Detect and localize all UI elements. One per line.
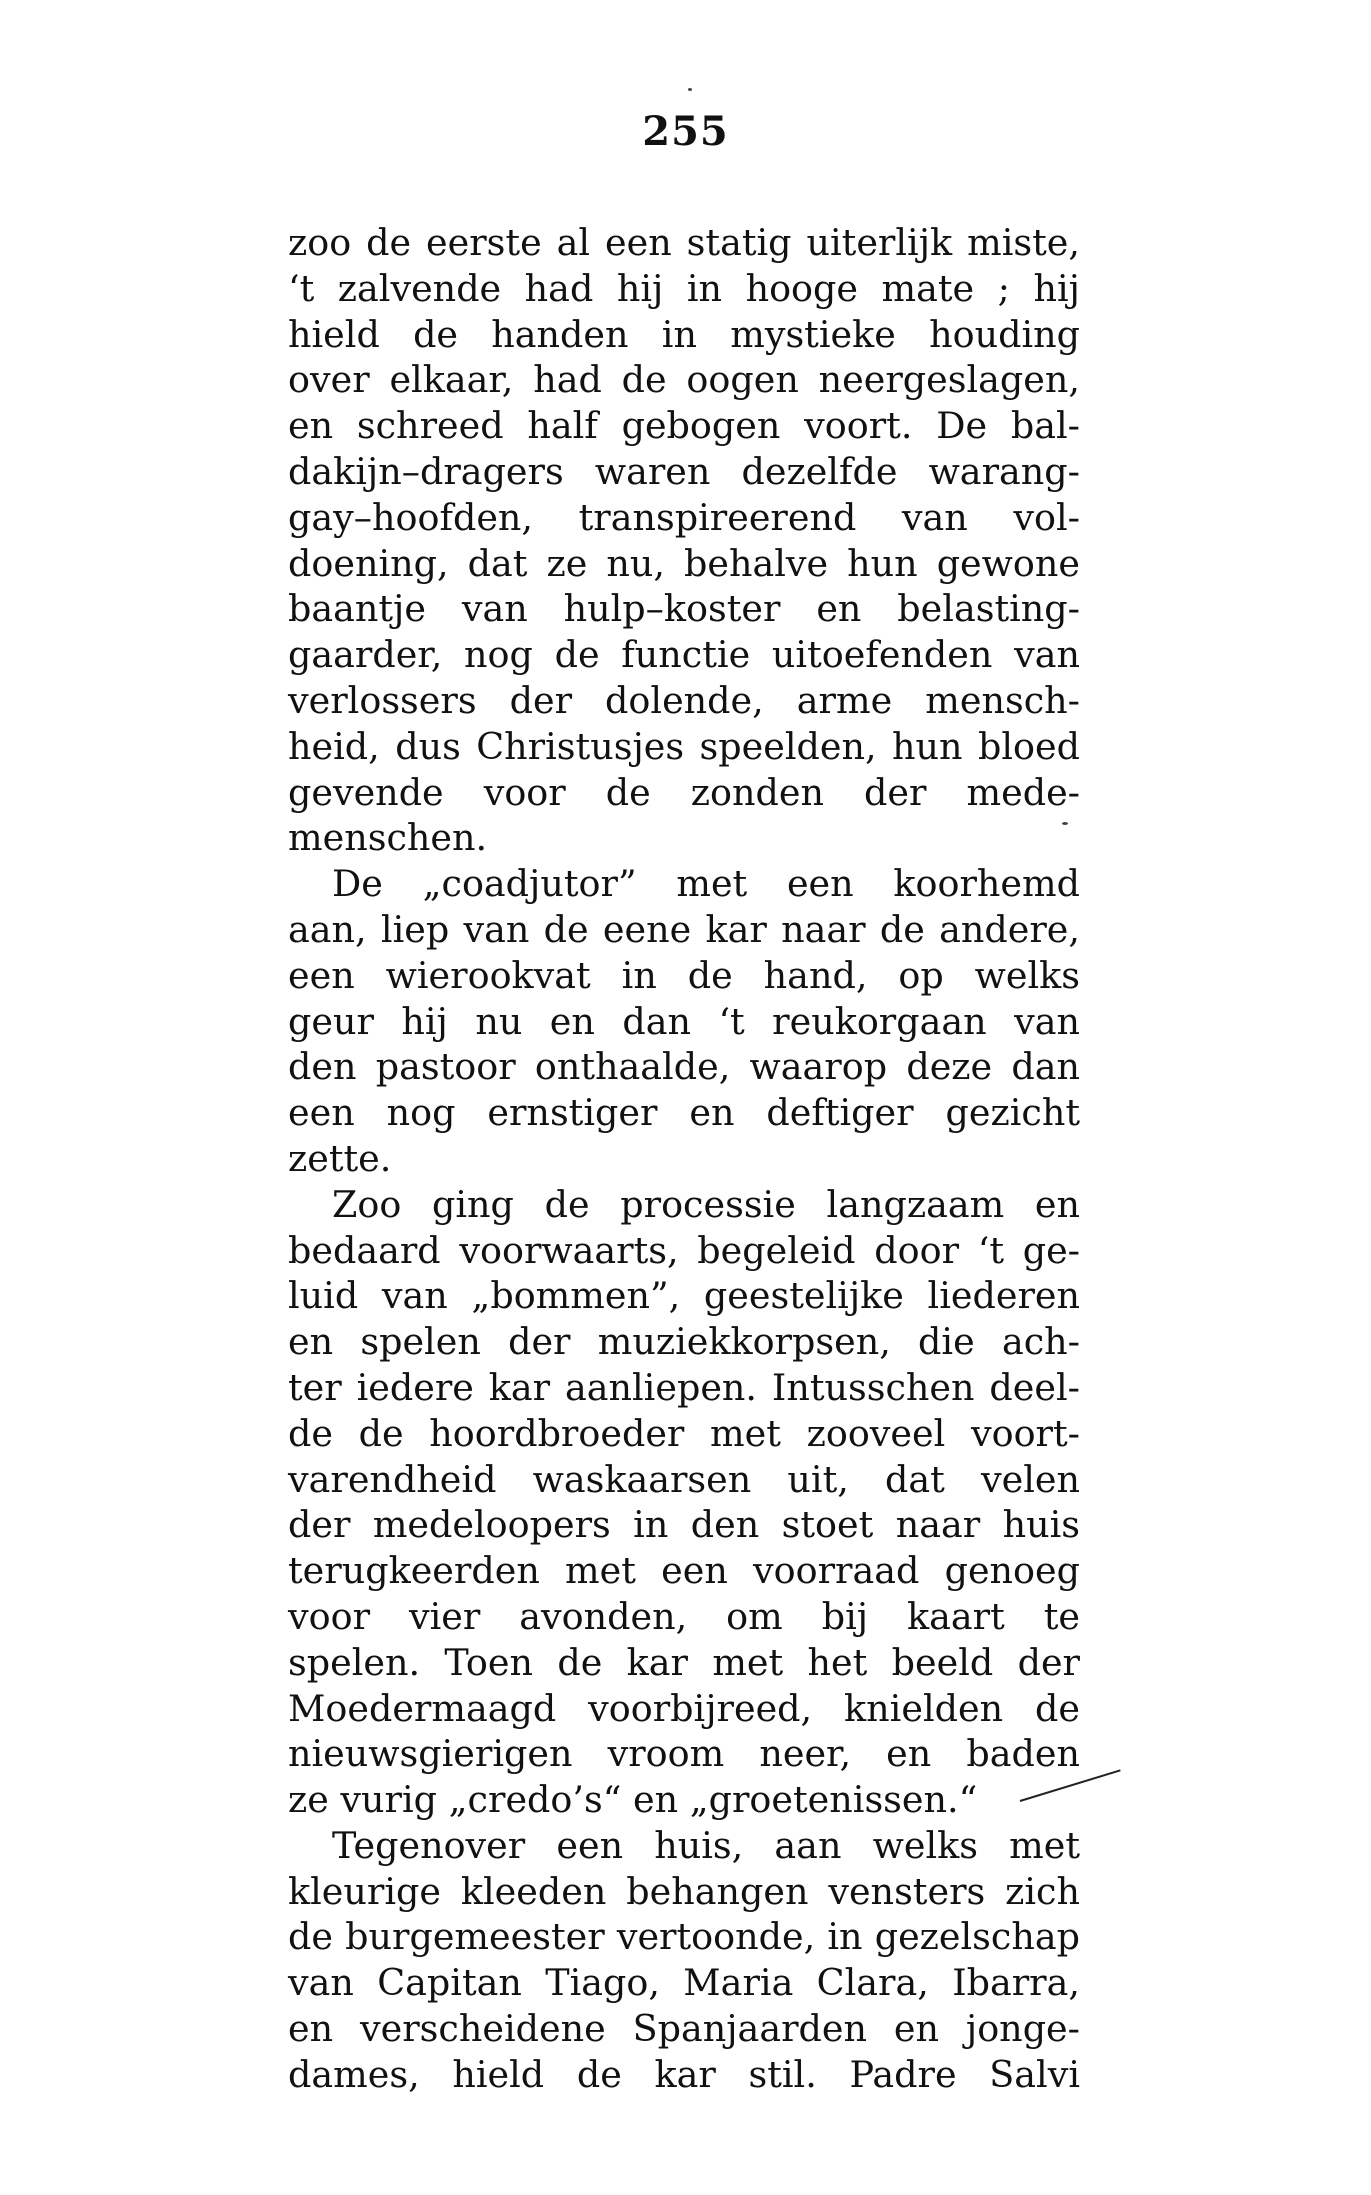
paragraph — [288, 1182, 1080, 1823]
text-line: kleurige kleeden behangen vensters zich — [288, 1869, 1080, 1913]
text-line: der medeloopers in den stoet naar huis — [288, 1503, 1080, 1547]
text-line: dakijn–dragers waren dezelfde warang- — [288, 449, 1080, 493]
text-line: over elkaar, had de oogen neergeslagen, — [288, 358, 1080, 402]
text-line: ‘t zalvende had hij in hooge mate ; hij — [288, 266, 1080, 310]
text-line: Zoo ging de processie langzaam en — [332, 1182, 1080, 1226]
text-line: nieuwsgierigen vroom neer, en baden — [288, 1732, 1080, 1776]
paragraph — [288, 220, 1080, 861]
text-line: de de hoordbroeder met zooveel voort- — [288, 1411, 1080, 1455]
text-line: en schreed half gebogen voort. De bal- — [288, 404, 1080, 448]
text-line: gay–hoofden, transpireerend van vol- — [288, 495, 1080, 539]
text-line: den pastoor onthaalde, waarop deze dan — [288, 1045, 1080, 1089]
text-line: spelen. Toen de kar met het beeld der — [288, 1640, 1080, 1684]
text-line: zette. — [288, 1136, 392, 1180]
text-line: heid, dus Christusjes speelden, hun bloed — [288, 724, 1080, 768]
text-line: een nog ernstiger en deftiger gezicht — [288, 1091, 1080, 1135]
text-line: een wierookvat in de hand, op welks — [288, 953, 1080, 997]
text-line: verlossers der dolende, arme mensch- — [288, 678, 1080, 722]
paragraph — [288, 861, 1080, 1182]
text-line: De „coadjutor” met een koorhemd — [332, 862, 1080, 906]
text-line: Moedermaagd voorbijreed, knielden de — [288, 1686, 1080, 1730]
body-text — [288, 220, 1080, 2098]
text-line: bedaard voorwaarts, begeleid door ‘t ge- — [288, 1228, 1080, 1272]
text-line: hield de handen in mystieke houding — [288, 312, 1080, 356]
page-number: 255 — [642, 108, 729, 155]
print-speck — [1062, 822, 1068, 825]
text-line: varendheid waskaarsen uit, dat velen — [288, 1457, 1080, 1501]
text-line: van Capitan Tiago, Maria Clara, Ibarra, — [288, 1961, 1080, 2005]
text-line: doening, dat ze nu, behalve hun gewone — [288, 541, 1080, 585]
paragraph — [288, 1823, 1080, 2098]
text-line: geur hij nu en dan ‘t reukorgaan van — [288, 999, 1080, 1043]
text-line: ze vurig „credo’s“ en „groetenissen.“ — [288, 1778, 978, 1822]
text-line: gaarder, nog de functie uitoefenden van — [288, 633, 1080, 677]
text-line: en verscheidene Spanjaarden en jonge- — [288, 2007, 1080, 2051]
text-line: zoo de eerste al een statig uiterlijk miste, — [288, 221, 1080, 264]
text-line: luid van „bommen”, geestelijke liederen — [288, 1274, 1080, 1318]
text-line: menschen. — [288, 816, 488, 860]
text-line: en spelen der muziekkorpsen, die ach- — [288, 1320, 1080, 1364]
print-speck — [688, 88, 692, 91]
text-line: baantje van hulp–koster en belasting- — [288, 587, 1080, 631]
text-line: ter iedere kar aanliepen. Intusschen deel- — [288, 1365, 1080, 1409]
text-line: de burgemeester vertoonde, in gezelschap — [288, 1915, 1080, 1959]
text-line: terugkeerden met een voorraad genoeg — [288, 1549, 1080, 1593]
text-line: gevende voor de zonden der mede- — [288, 770, 1080, 814]
text-line: dames, hield de kar stil. Padre Salvi — [288, 2052, 1080, 2096]
text-line: voor vier avonden, om bij kaart te — [288, 1594, 1080, 1638]
text-line: Tegenover een huis, aan welks met — [332, 1823, 1080, 1867]
text-line: aan, liep van de eene kar naar de andere, — [288, 907, 1080, 951]
